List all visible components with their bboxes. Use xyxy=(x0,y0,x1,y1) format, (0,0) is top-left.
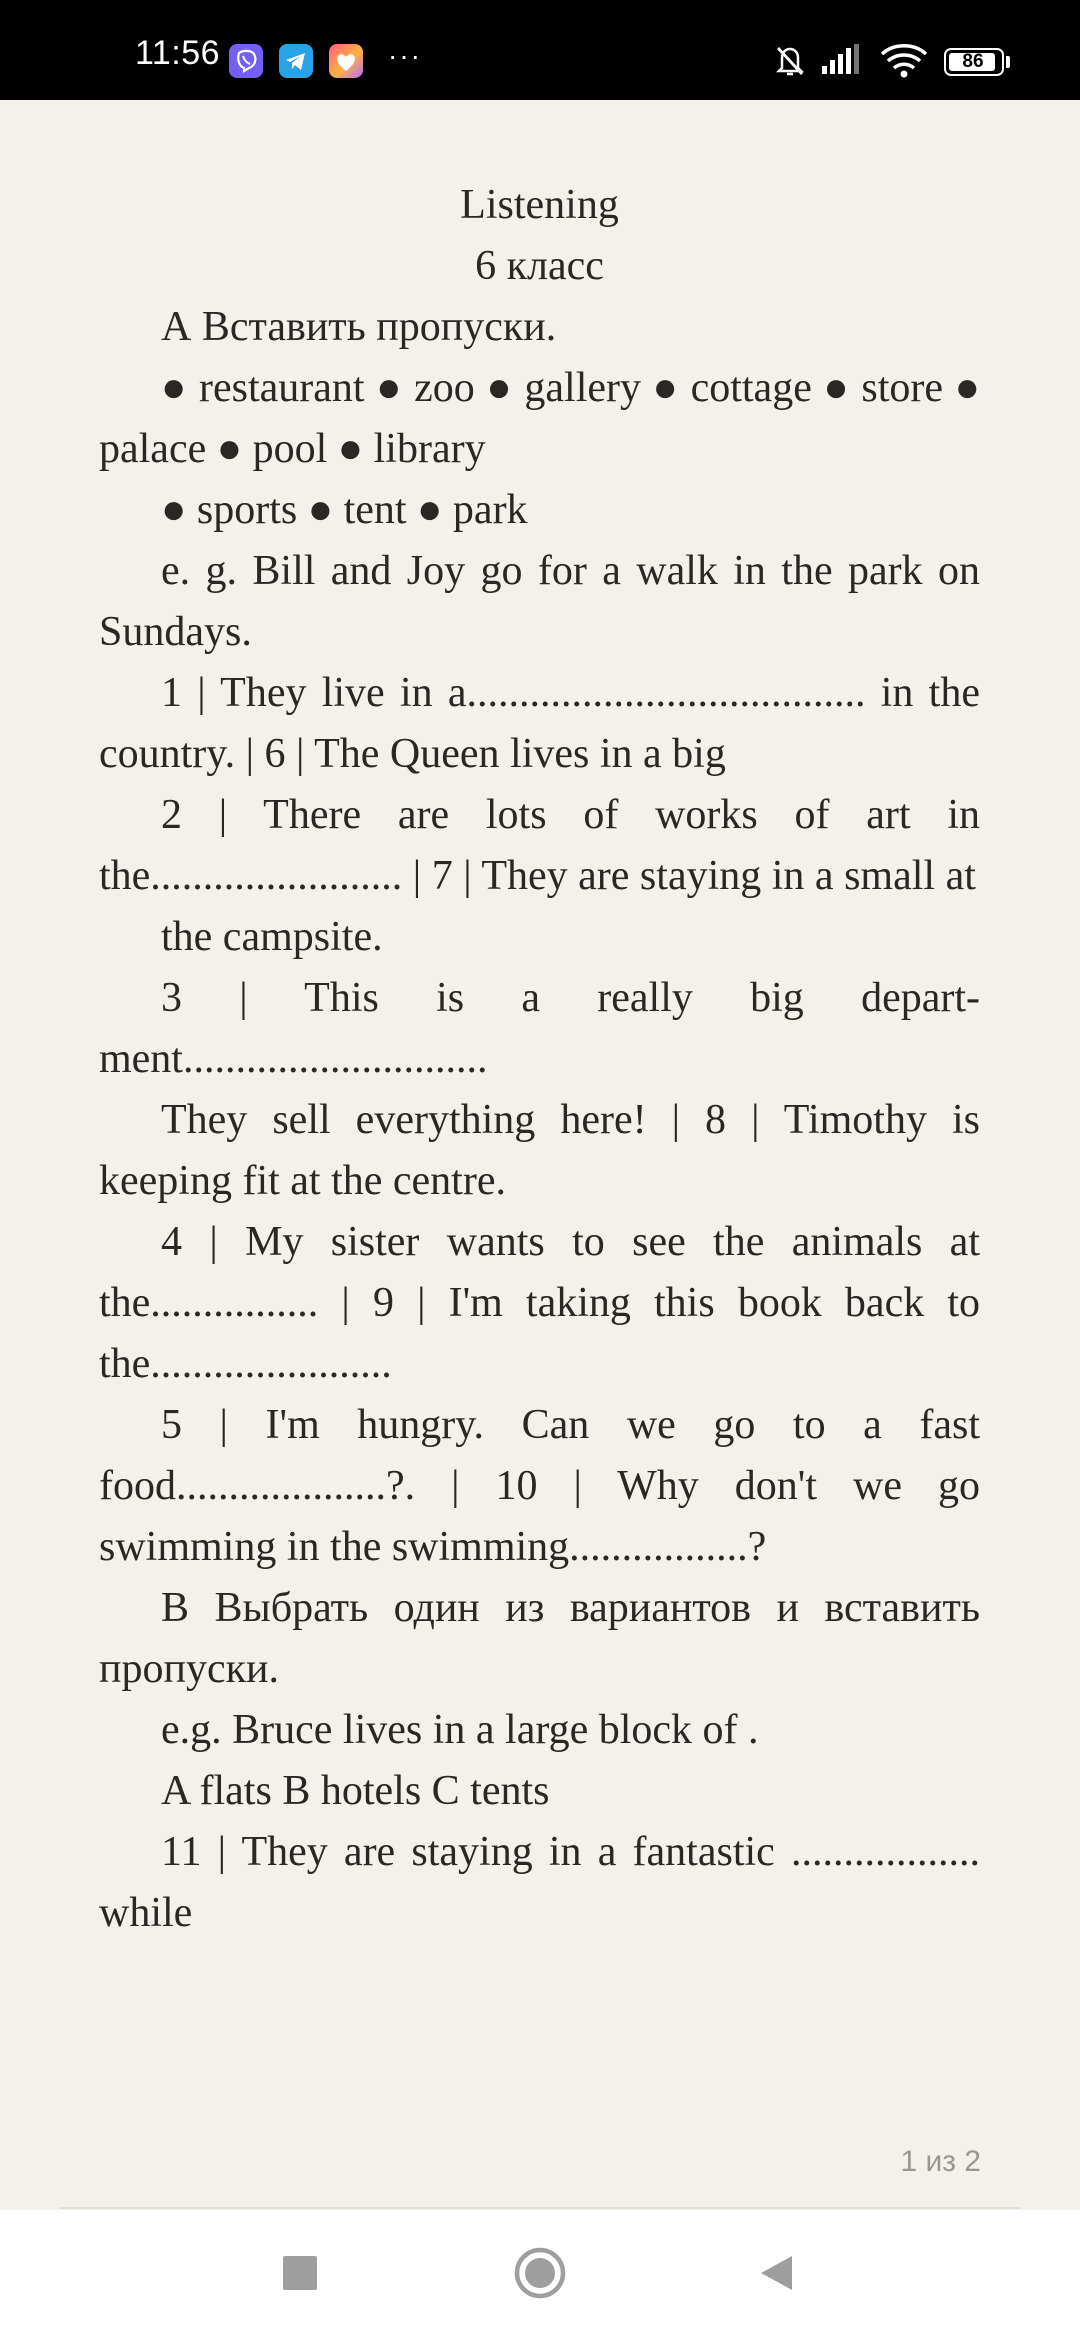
status-time: 11:56 xyxy=(135,34,221,72)
document-page xyxy=(99,175,980,1944)
exercise-item-1-6: 1 | They live in a...................................... in the country. | 6 | The Queen lives in a big xyxy=(99,670,980,777)
exercise-item-3: 3 | This is a really big depart- ment............................. xyxy=(99,975,980,1082)
document-subtitle: 6 класс xyxy=(475,243,604,289)
back-button[interactable] xyxy=(715,2210,835,2340)
viber-icon xyxy=(229,44,263,78)
telegram-icon xyxy=(279,44,313,78)
exercise-item-11: 11 | They are staying in a fantastic .................. while xyxy=(99,1829,980,1936)
more-notifications-icon: ··· xyxy=(388,40,422,71)
exercise-continuation: the campsite. xyxy=(161,914,383,960)
signal-icon xyxy=(820,42,864,78)
home-button[interactable] xyxy=(480,2210,600,2340)
wifi-icon xyxy=(878,40,930,80)
section-b-heading: В Выбрать один из вариантов и вставить пропуски. xyxy=(99,1585,980,1692)
document-title: Listening xyxy=(460,182,619,228)
battery-cap xyxy=(1006,56,1010,68)
page-counter: 1 из 2 xyxy=(900,2145,981,2178)
exercise-item-5-10: 5 | I'm hungry. Can we go to a fast food....................?. | 10 | Why don't we go swimming in the swimming.................? xyxy=(99,1402,980,1570)
section-a-heading: А Вставить пропуски. xyxy=(161,304,557,350)
bell-muted-icon xyxy=(770,40,810,80)
navigation-bar xyxy=(0,2210,1080,2340)
section-b-example: e.g. Bruce lives in a large block of . xyxy=(161,1707,759,1753)
exercise-item-8: They sell everything here! | 8 | Timothy is keeping fit at the centre. xyxy=(99,1097,980,1204)
battery-icon xyxy=(944,48,1004,76)
recent-apps-button[interactable] xyxy=(240,2210,360,2340)
nav-divider xyxy=(60,2207,1020,2209)
section-b-options: A flats B hotels C tents xyxy=(161,1768,550,1814)
exercise-item-2-7: 2 | There are lots of works of art in the........................ | 7 | They are staying in a small at xyxy=(99,792,980,899)
gallery-icon xyxy=(329,44,363,78)
back-icon xyxy=(715,2210,835,2340)
exercise-item-4-9: 4 | My sister wants to see the animals at the................ | 9 | I'm taking this book back to the....................... xyxy=(99,1219,980,1387)
word-bank-line-2: ● sports ● tent ● park xyxy=(161,487,528,533)
word-bank-line-1: ● restaurant ● zoo ● gallery ● cottage ● store ● palace ● pool ● library xyxy=(99,365,980,472)
status-bar xyxy=(0,0,1080,100)
example-line: e. g. Bill and Joy go for a walk in the park on Sundays. xyxy=(99,548,980,655)
home-icon xyxy=(480,2210,600,2340)
recent-apps-icon xyxy=(240,2210,360,2340)
battery-percentage: 86 xyxy=(962,51,984,72)
